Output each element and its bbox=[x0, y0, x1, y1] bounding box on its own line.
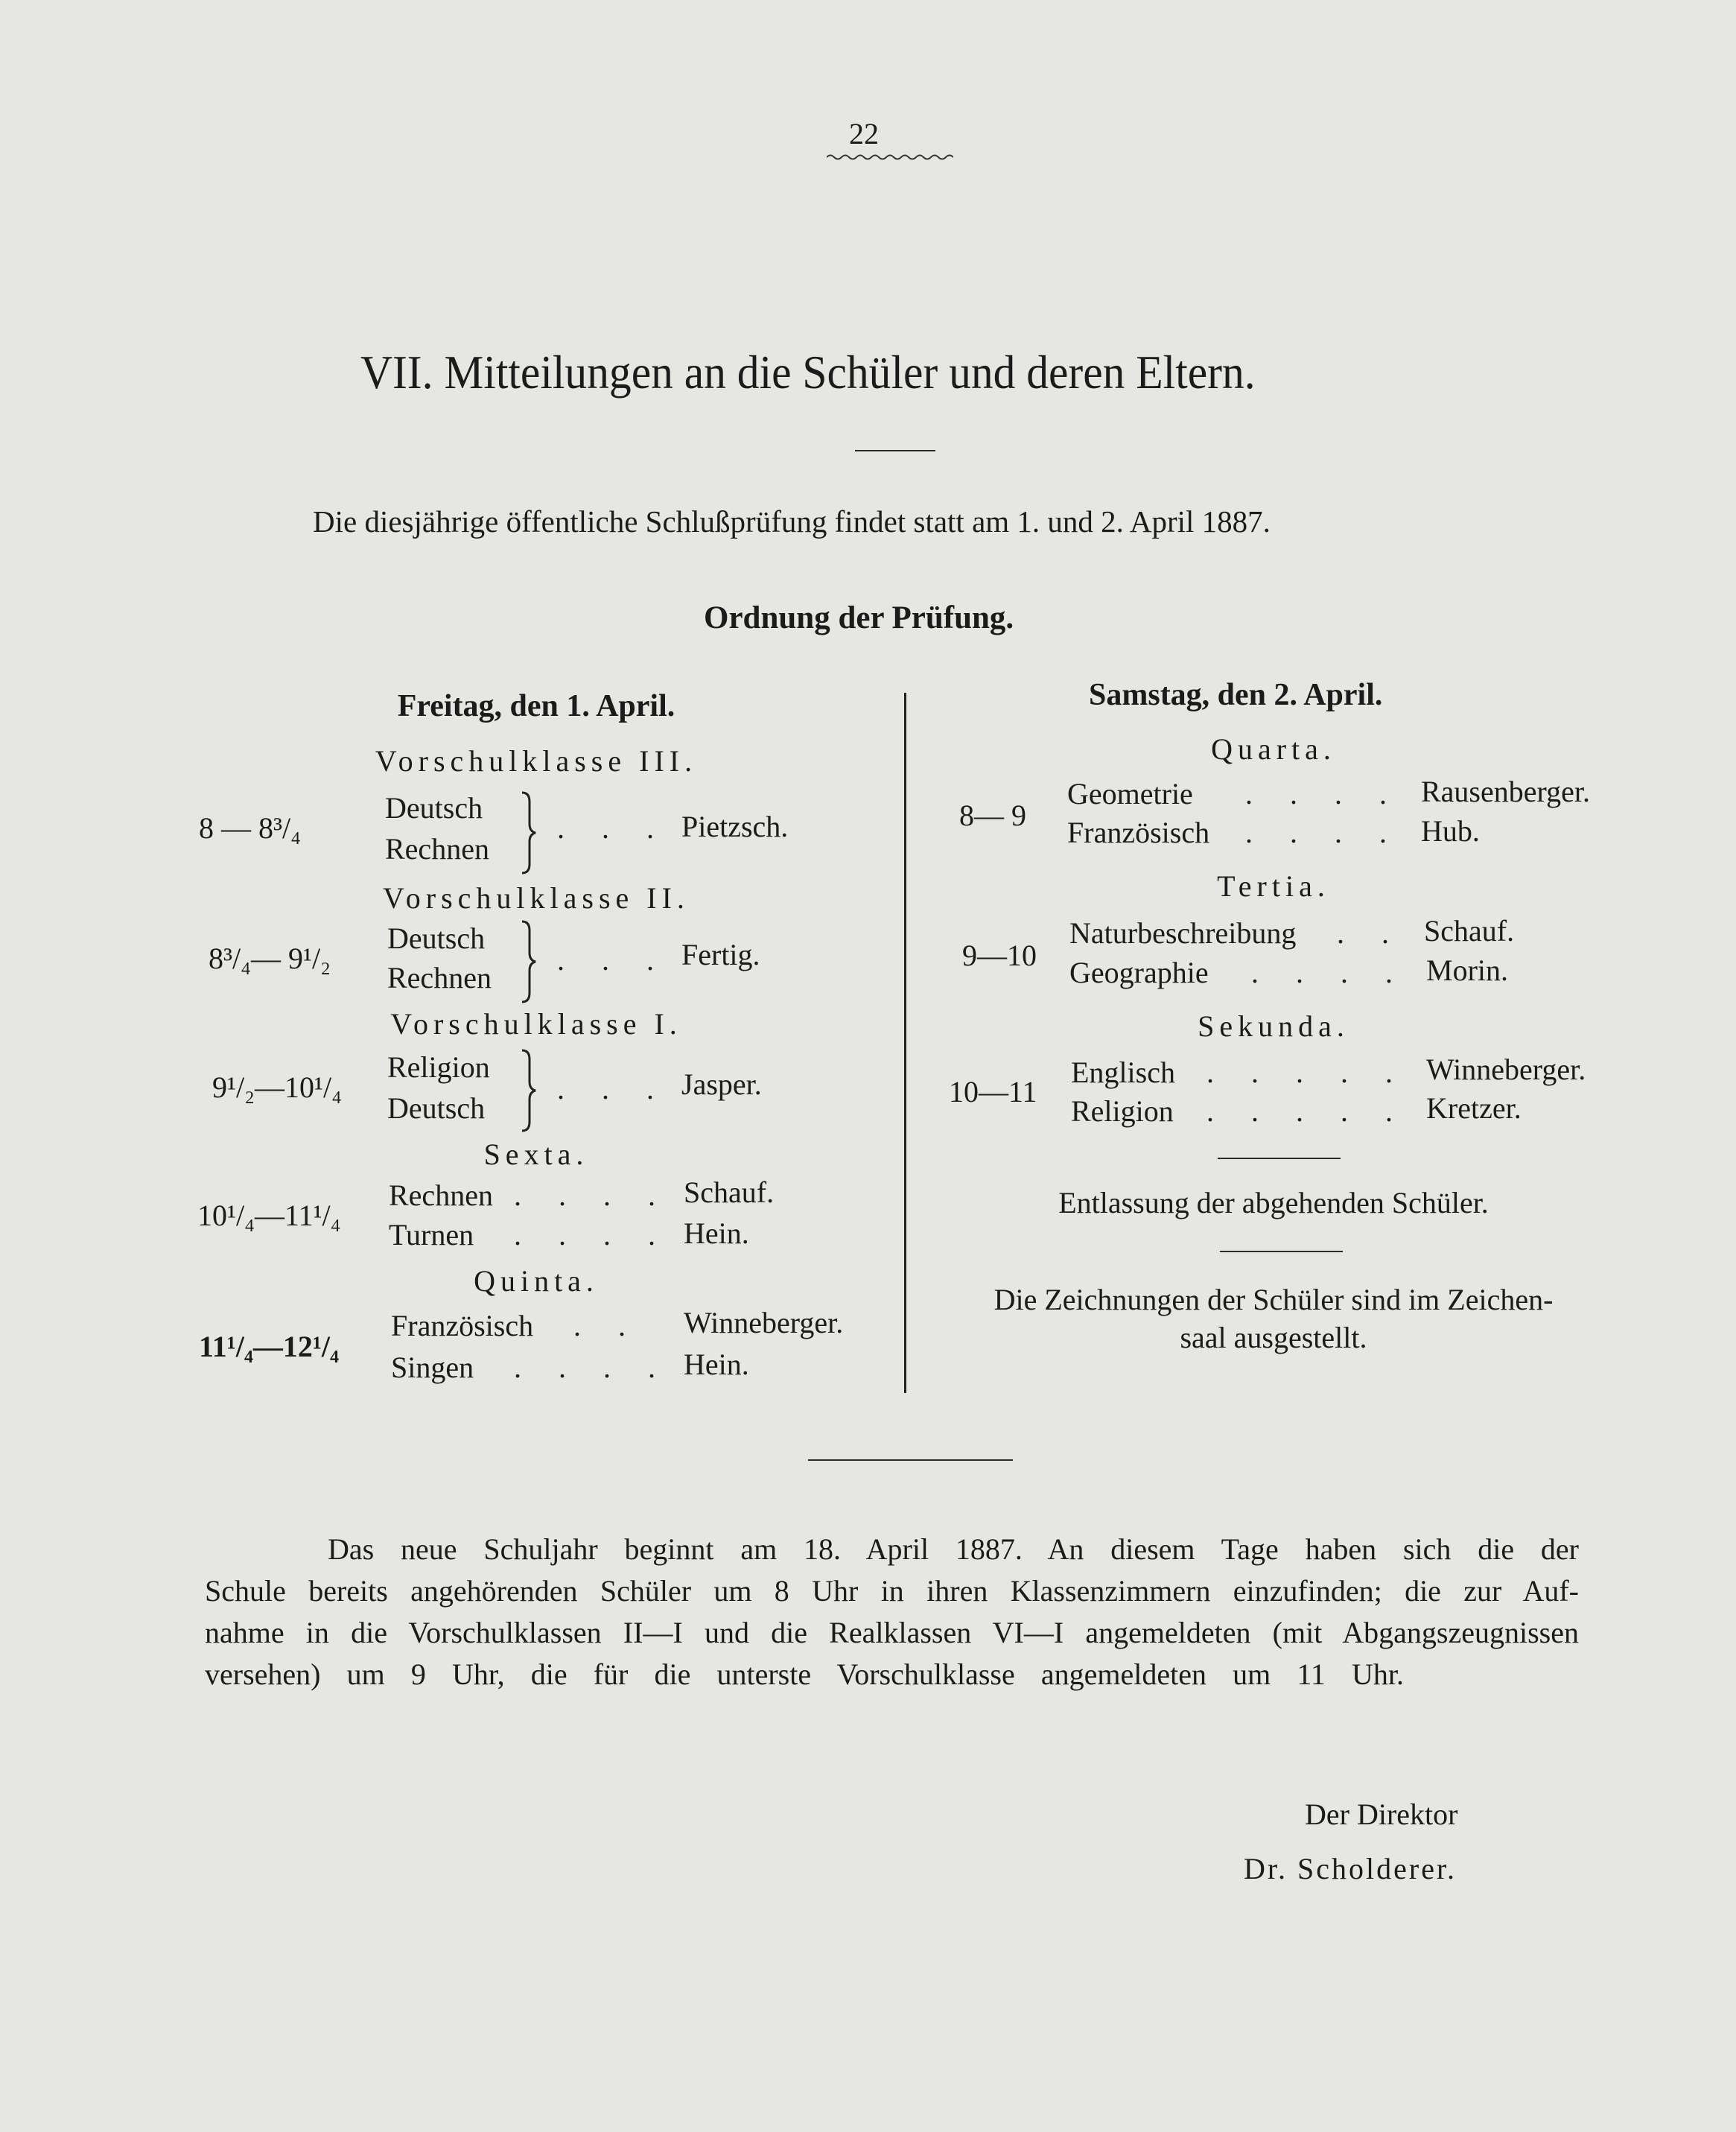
leader-dots bbox=[573, 1307, 633, 1345]
subject: Englisch bbox=[1071, 1056, 1175, 1089]
drawings-note-line2: saal ausgestellt. bbox=[1180, 1321, 1367, 1354]
teacher: Schauf. bbox=[1424, 914, 1515, 948]
teacher: Jasper. bbox=[681, 1067, 762, 1101]
leader-dots bbox=[514, 1216, 663, 1254]
leader-dots bbox=[1337, 914, 1396, 953]
teacher: Winneberger. bbox=[684, 1306, 844, 1339]
subject: Turnen bbox=[389, 1218, 474, 1251]
drawings-note-line1: Die Zeichnungen der Schüler sind im Zeichen- bbox=[993, 1283, 1554, 1316]
teacher: Kretzer. bbox=[1426, 1091, 1522, 1125]
paragraph-line: nahme in die Vorschulklassen II—I und die Realklassen VI—I angemeldeten (mit Abgangszeugnissen bbox=[205, 1616, 1579, 1649]
teacher: Pietzsch. bbox=[681, 810, 789, 843]
brace-icon bbox=[518, 790, 540, 875]
subject: Französisch bbox=[391, 1309, 534, 1342]
page-number: 22 bbox=[849, 117, 879, 150]
subject: Französisch bbox=[1067, 816, 1210, 849]
teacher: Schauf. bbox=[684, 1176, 775, 1209]
subject: Geographie bbox=[1069, 956, 1209, 989]
subject: Deutsch bbox=[385, 791, 483, 825]
time-slot: 8 — 8³/₄ bbox=[199, 811, 302, 845]
time-slot: 9¹/₂—10¹/₄ bbox=[212, 1070, 343, 1104]
leader-dots bbox=[557, 941, 661, 980]
class-name: Sexta. bbox=[483, 1138, 589, 1171]
class-name: Quinta. bbox=[474, 1264, 599, 1298]
brace-icon bbox=[518, 919, 540, 1004]
subject: Naturbeschreibung bbox=[1069, 916, 1297, 950]
leader-dots bbox=[1245, 775, 1394, 813]
paragraph-line: Schule bereits angehörenden Schüler um 8 Uhr in ihren Klassenzimmern einzufinden; die zur Auf- bbox=[205, 1574, 1579, 1608]
separator-rule bbox=[1218, 1158, 1341, 1159]
signature-role: Der Direktor bbox=[1305, 1798, 1458, 1831]
brace-icon bbox=[518, 1047, 540, 1133]
time-slot: 8³/₄— 9¹/₂ bbox=[209, 942, 331, 975]
section-title: Ordnung der Prüfung. bbox=[704, 600, 1014, 635]
time-slot: 9—10 bbox=[962, 939, 1037, 972]
leader-dots bbox=[514, 1176, 663, 1215]
class-name: Quarta. bbox=[1211, 732, 1336, 766]
wavy-underline bbox=[827, 153, 953, 161]
leader-dots bbox=[557, 809, 661, 848]
subject: Rechnen bbox=[387, 961, 492, 994]
subject: Deutsch bbox=[387, 921, 486, 955]
teacher: Hein. bbox=[684, 1348, 749, 1381]
section-end-rule bbox=[808, 1459, 1013, 1461]
leader-dots bbox=[1206, 1053, 1400, 1092]
subject: Deutsch bbox=[387, 1091, 486, 1125]
subject: Geometrie bbox=[1067, 777, 1193, 810]
leader-dots bbox=[1251, 954, 1400, 992]
teacher: Winneberger. bbox=[1426, 1053, 1586, 1086]
class-name: Tertia. bbox=[1217, 869, 1330, 903]
column-divider bbox=[904, 693, 906, 1393]
teacher: Morin. bbox=[1426, 954, 1508, 987]
intro-line: Die diesjährige öffentliche Schlußprüfung findet statt am 1. und 2. April 1887. bbox=[313, 504, 1271, 539]
subject: Religion bbox=[387, 1050, 490, 1084]
teacher: Hein. bbox=[684, 1216, 749, 1250]
teacher: Fertig. bbox=[681, 938, 760, 971]
separator-rule bbox=[1220, 1251, 1343, 1252]
teacher: Hub. bbox=[1421, 814, 1480, 848]
page-title: VII. Mitteilungen an die Schüler und deren Eltern. bbox=[360, 346, 1256, 399]
class-name: Sekunda. bbox=[1198, 1009, 1349, 1043]
title-rule bbox=[855, 450, 935, 451]
dismissal-note: Entlassung der abgehenden Schüler. bbox=[1058, 1186, 1489, 1219]
time-slot: 11¹/₄—12¹/₄ bbox=[199, 1330, 339, 1363]
class-name: Vorschulklasse I. bbox=[390, 1007, 682, 1041]
friday-heading: Freitag, den 1. April. bbox=[397, 689, 675, 723]
saturday-heading: Samstag, den 2. April. bbox=[1089, 678, 1383, 712]
leader-dots bbox=[1245, 813, 1394, 852]
leader-dots bbox=[514, 1348, 663, 1387]
teacher: Rausenberger. bbox=[1421, 775, 1590, 808]
leader-dots bbox=[1206, 1092, 1400, 1131]
signature-name: Dr. Scholderer. bbox=[1244, 1852, 1457, 1885]
subject: Religion bbox=[1071, 1094, 1174, 1128]
leader-dots bbox=[557, 1070, 661, 1108]
paragraph-line: versehen) um 9 Uhr, die für die unterste Vorschulklasse angemeldeten um 11 Uhr. bbox=[205, 1657, 1404, 1691]
subject: Rechnen bbox=[385, 832, 489, 866]
subject: Rechnen bbox=[389, 1178, 493, 1212]
subject: Singen bbox=[391, 1351, 474, 1384]
time-slot: 10—11 bbox=[949, 1075, 1037, 1108]
time-slot: 10¹/₄—11¹/₄ bbox=[197, 1199, 341, 1232]
paragraph-line: Das neue Schuljahr beginnt am 18. April 1887. An diesem Tage haben sich die der bbox=[328, 1532, 1579, 1566]
class-name: Vorschulklasse II. bbox=[383, 881, 690, 915]
class-name: Vorschulklasse III. bbox=[375, 744, 698, 778]
time-slot: 8— 9 bbox=[959, 799, 1026, 832]
